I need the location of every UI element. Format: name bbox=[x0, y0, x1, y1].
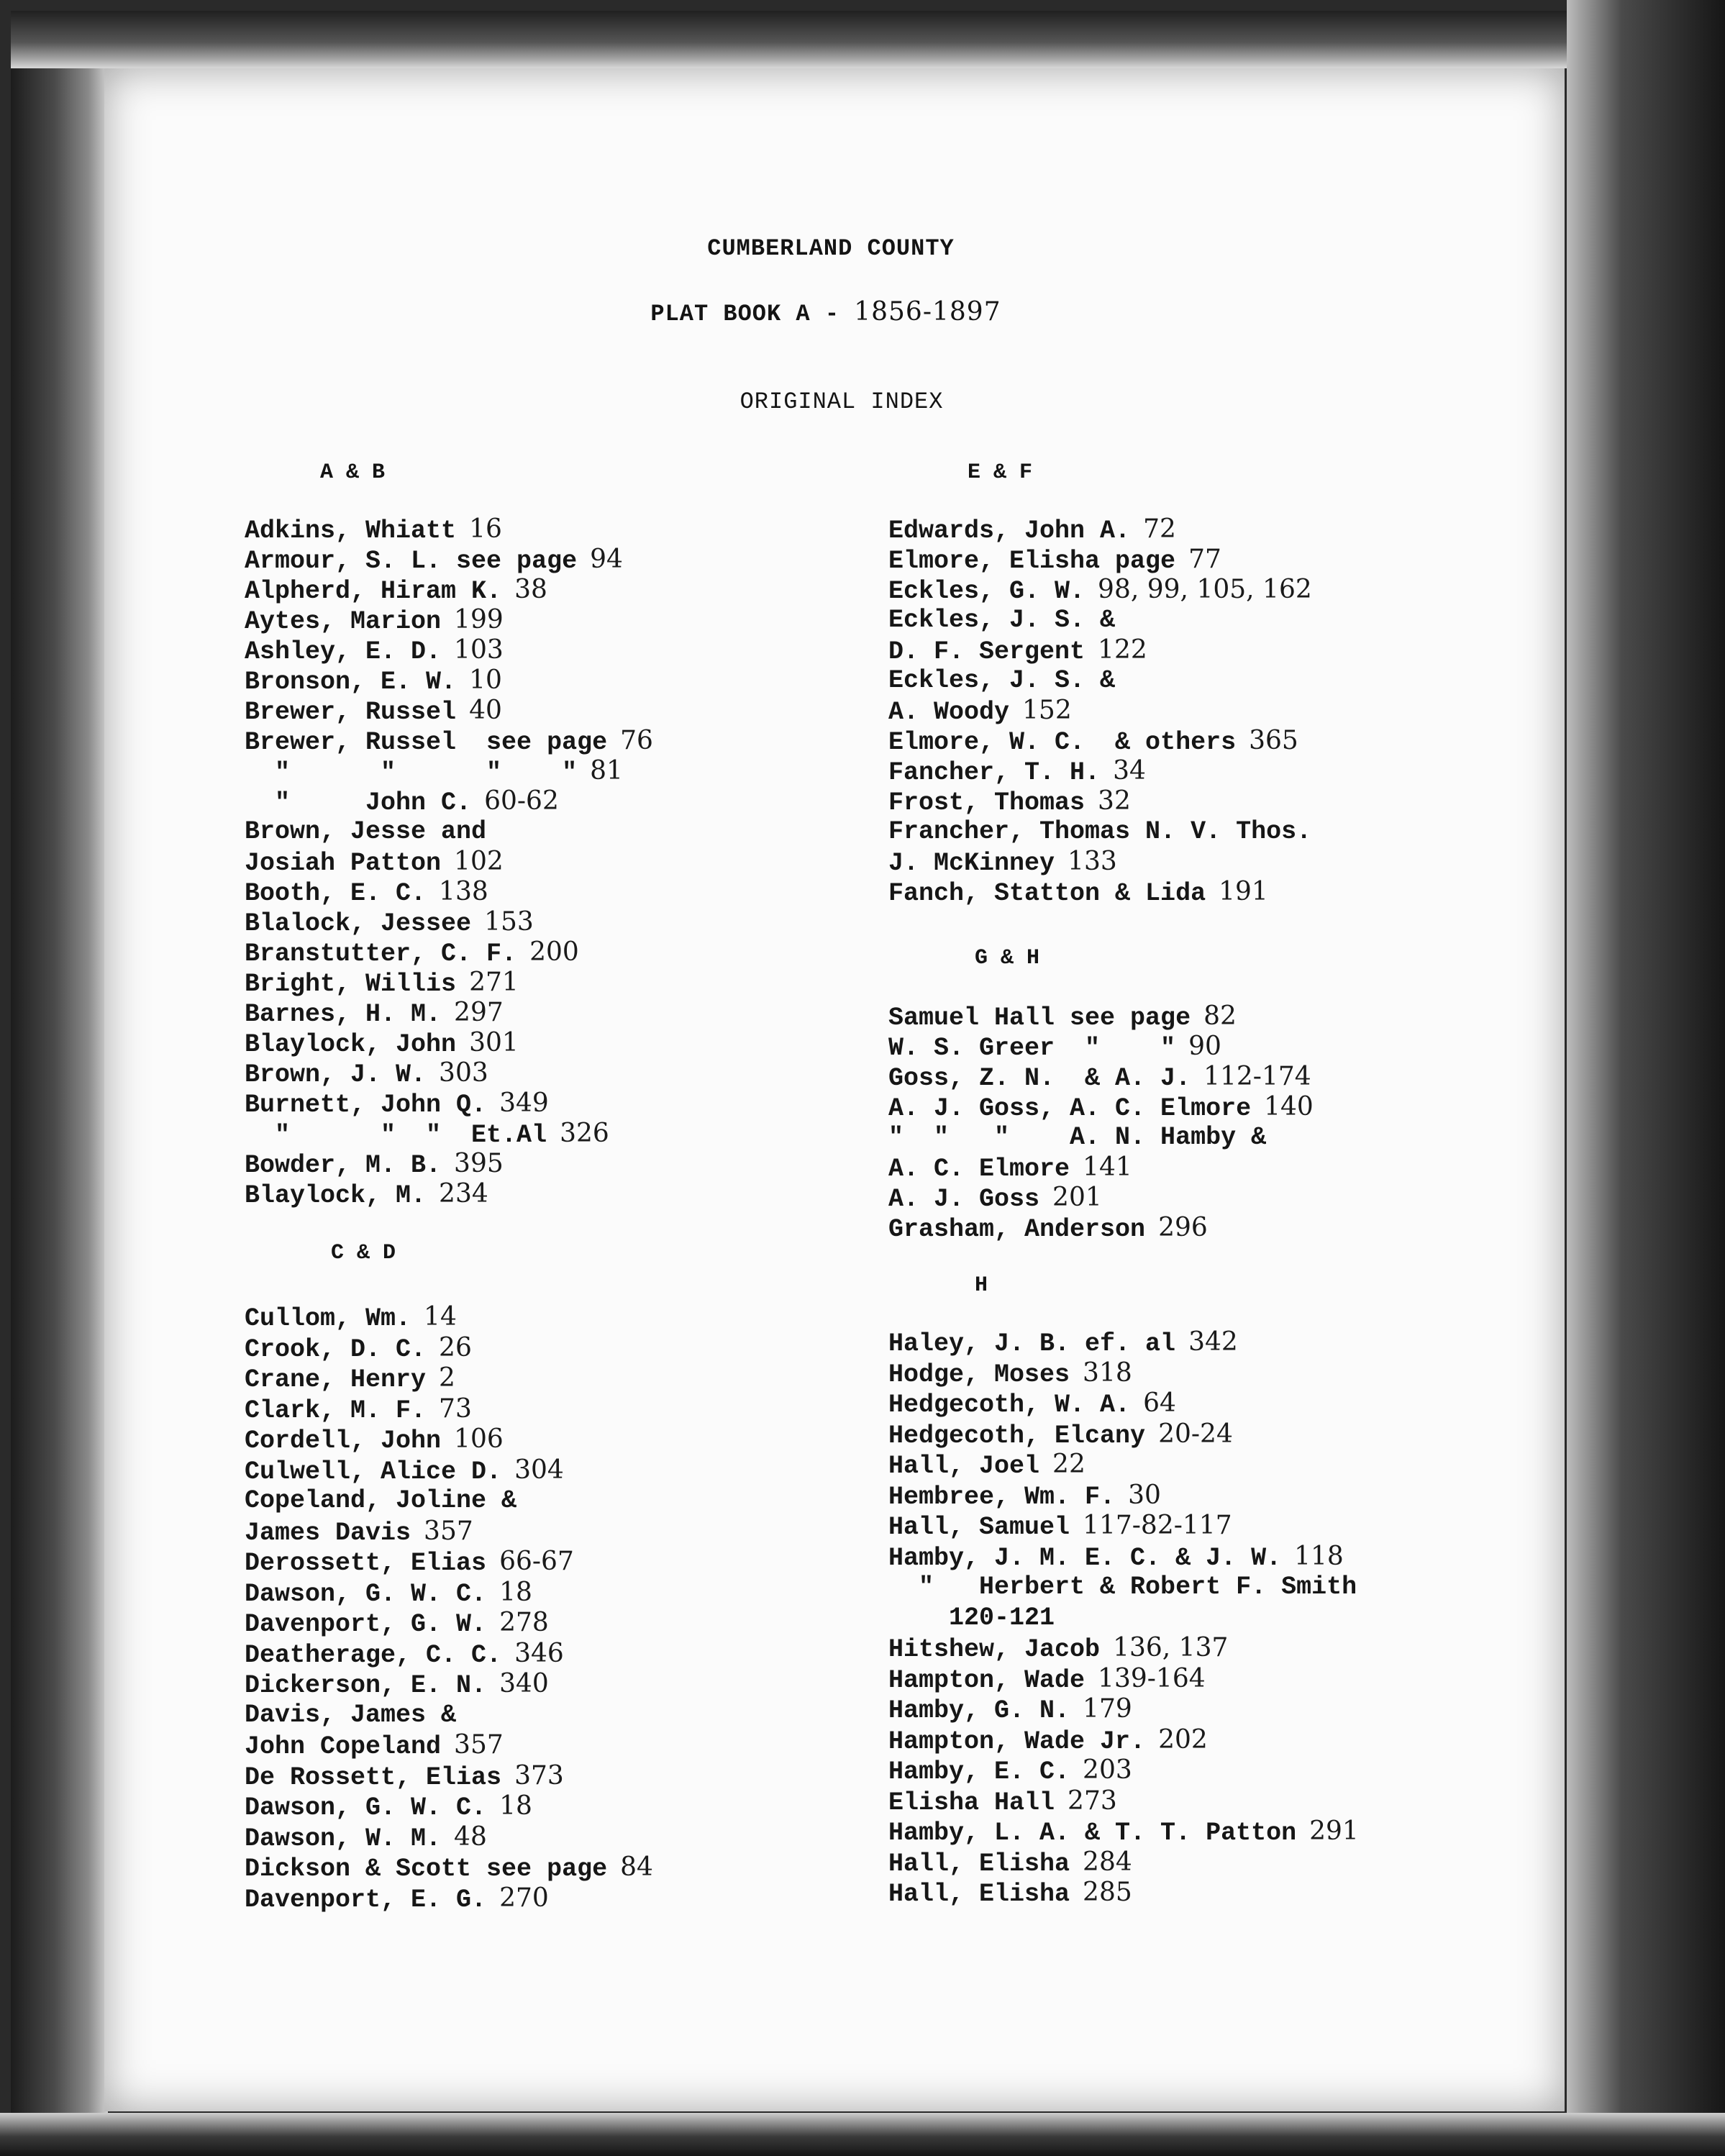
entry-name: Fanch, Statton & Lida bbox=[888, 879, 1206, 908]
index-entry bbox=[245, 1761, 564, 1793]
index-entry bbox=[245, 1363, 455, 1395]
entry-name: Hodge, Moses bbox=[888, 1360, 1070, 1389]
entry-page-number: 342 bbox=[1188, 1327, 1238, 1357]
entry-page-number: 76 bbox=[620, 726, 653, 755]
entry-page-number: 200 bbox=[529, 937, 579, 967]
entry-page-number: 271 bbox=[469, 968, 519, 997]
entry-page-number: 34 bbox=[1113, 756, 1146, 786]
entry-name: John Copeland bbox=[245, 1732, 442, 1761]
entry-page-number: 340 bbox=[499, 1669, 549, 1698]
entry-name: Booth, E. C. bbox=[245, 879, 427, 908]
section-heading-ef: E & F bbox=[968, 460, 1033, 485]
entry-name: Frost, Thomas bbox=[888, 788, 1085, 817]
entry-page-number: 296 bbox=[1158, 1213, 1208, 1242]
entry-name: Brewer, Russel see page bbox=[245, 728, 608, 757]
index-entry bbox=[888, 1511, 1232, 1542]
entry-page-number: 326 bbox=[560, 1119, 609, 1148]
entry-page-number: 291 bbox=[1309, 1816, 1359, 1846]
index-entry bbox=[888, 696, 1072, 727]
index-entry bbox=[245, 968, 519, 999]
entry-name: Brewer, Russel bbox=[245, 698, 457, 727]
index-entry bbox=[245, 1302, 457, 1334]
index-entry bbox=[245, 1455, 564, 1487]
entry-page-number: 201 bbox=[1052, 1183, 1102, 1212]
entry-name: Deatherage, C. C. bbox=[245, 1640, 502, 1670]
entry-page-number: 64 bbox=[1143, 1388, 1176, 1418]
index-entry bbox=[888, 1092, 1314, 1124]
entry-name: Barnes, H. M. bbox=[245, 1000, 442, 1029]
index-entry bbox=[888, 1122, 1266, 1152]
entry-page-number: 203 bbox=[1083, 1755, 1132, 1785]
index-entry bbox=[245, 1486, 516, 1516]
entry-page-number: 202 bbox=[1158, 1724, 1208, 1755]
index-entry bbox=[245, 665, 502, 697]
entry-name: Josiah Patton bbox=[245, 849, 442, 878]
entry-page-number: 16 bbox=[469, 514, 502, 544]
entry-page-number: 270 bbox=[499, 1883, 549, 1913]
index-entry bbox=[245, 1149, 504, 1181]
entry-page-number: 73 bbox=[439, 1393, 472, 1424]
entry-name: Hall, Elisha bbox=[888, 1880, 1070, 1909]
entry-page-number: 318 bbox=[1083, 1357, 1132, 1388]
entry-name: Brown, J. W. bbox=[245, 1060, 427, 1089]
page-title: CUMBERLAND COUNTY bbox=[707, 235, 955, 262]
entry-name: Eckles, J. S. & bbox=[888, 606, 1116, 634]
entry-page-number: 10 bbox=[469, 665, 502, 695]
entry-name: Crane, Henry bbox=[245, 1365, 427, 1394]
entry-name: Goss, Z. N. & A. J. bbox=[888, 1064, 1191, 1093]
entry-name: A. J. Goss, A. C. Elmore bbox=[888, 1094, 1252, 1123]
index-entry bbox=[888, 1152, 1132, 1184]
entry-name: Hampton, Wade bbox=[888, 1665, 1085, 1695]
entry-name: Hedgecoth, Elcany bbox=[888, 1421, 1146, 1450]
index-entry bbox=[888, 1664, 1206, 1696]
entry-page-number: 303 bbox=[439, 1058, 488, 1088]
entry-name: Dawson, G. W. C. bbox=[245, 1579, 487, 1609]
scan-border-bottom bbox=[0, 2113, 1725, 2156]
entry-name: A. C. Elmore bbox=[888, 1155, 1070, 1183]
subtitle-years: 1856-1897 bbox=[854, 297, 1001, 327]
entry-name: Burnett, John Q. bbox=[245, 1091, 487, 1119]
entry-name: Haley, J. B. ef. al bbox=[888, 1329, 1176, 1358]
entry-page-number: 40 bbox=[469, 696, 502, 725]
entry-name: Davenport, G. W. bbox=[245, 1610, 487, 1639]
index-entry bbox=[888, 817, 1311, 847]
entry-name: Dickson & Scott see page bbox=[245, 1855, 608, 1883]
entry-name: Hedgecoth, W. A. bbox=[888, 1391, 1131, 1419]
entry-name: Bronson, E. W. bbox=[245, 668, 457, 696]
entry-name: Bright, Willis bbox=[245, 970, 457, 999]
entry-name: W. S. Greer " " bbox=[888, 1034, 1176, 1063]
index-entry bbox=[245, 1852, 653, 1884]
index-entry bbox=[888, 1183, 1102, 1214]
scan-border-top bbox=[11, 11, 1705, 68]
entry-name: Hamby, L. A. & T. T. Patton bbox=[888, 1819, 1297, 1847]
entry-name: Francher, Thomas N. V. Thos. bbox=[888, 817, 1312, 846]
entry-page-number: 90 bbox=[1188, 1032, 1221, 1061]
index-entry bbox=[888, 756, 1146, 788]
index-entry bbox=[245, 1578, 532, 1609]
entry-name: Edwards, John A. bbox=[888, 517, 1131, 545]
entry-name: 120-121 bbox=[888, 1603, 1055, 1632]
entry-name: Hamby, J. M. E. C. & J. W. bbox=[888, 1543, 1282, 1573]
entry-page-number: 98, 99, 105, 162 bbox=[1098, 575, 1312, 604]
index-entry bbox=[245, 1822, 487, 1854]
entry-name: Armour, S. L. see page bbox=[245, 547, 578, 576]
entry-name: A. Woody bbox=[888, 698, 1010, 727]
entry-page-number: 82 bbox=[1203, 1001, 1237, 1031]
index-entry bbox=[245, 696, 502, 727]
index-entry bbox=[245, 545, 623, 576]
index-entry bbox=[245, 605, 504, 637]
index-entry bbox=[245, 1547, 574, 1578]
entry-page-number: 118 bbox=[1294, 1541, 1344, 1571]
index-entry bbox=[888, 1358, 1132, 1390]
entry-name: " " " Et.Al bbox=[245, 1121, 547, 1150]
entry-page-number: 297 bbox=[454, 998, 504, 1027]
entry-name: Branstutter, C. F. bbox=[245, 940, 517, 968]
entry-page-number: 152 bbox=[1022, 696, 1072, 725]
entry-name: Davis, James & bbox=[245, 1700, 457, 1729]
entry-name: Hall, Joel bbox=[888, 1452, 1040, 1480]
index-entry bbox=[888, 1001, 1237, 1033]
subtitle-prefix: PLAT BOOK A - bbox=[650, 301, 855, 327]
entry-name: Bowder, M. B. bbox=[245, 1151, 442, 1180]
entry-name: Elmore, Elisha page bbox=[888, 547, 1176, 576]
index-entry bbox=[888, 1572, 1357, 1602]
entry-name: Culwell, Alice D. bbox=[245, 1457, 502, 1486]
entry-page-number: 103 bbox=[454, 635, 504, 665]
entry-page-number: 106 bbox=[454, 1424, 504, 1454]
entry-page-number: 32 bbox=[1098, 786, 1131, 816]
index-entry bbox=[888, 1694, 1132, 1726]
entry-name: Cullom, Wm. bbox=[245, 1304, 411, 1333]
index-entry bbox=[888, 1603, 1055, 1633]
entry-name: Hall, Samuel bbox=[888, 1513, 1070, 1542]
entry-page-number: 153 bbox=[484, 907, 534, 937]
index-entry bbox=[888, 545, 1221, 576]
entry-name: Clark, M. F. bbox=[245, 1396, 427, 1425]
entry-name: Hamby, G. N. bbox=[888, 1696, 1070, 1725]
index-entry bbox=[888, 726, 1298, 758]
entry-page-number: 133 bbox=[1068, 847, 1117, 876]
entry-name: Grasham, Anderson bbox=[888, 1215, 1146, 1244]
entry-page-number: 112-174 bbox=[1203, 1062, 1311, 1091]
index-entry bbox=[245, 575, 547, 606]
entry-name: " " " " bbox=[245, 758, 578, 787]
index-entry bbox=[888, 1786, 1117, 1818]
entry-name: Hembree, Wm. F. bbox=[888, 1482, 1116, 1511]
index-entry bbox=[245, 1608, 549, 1639]
entry-page-number: 140 bbox=[1264, 1092, 1314, 1122]
index-entry bbox=[888, 1725, 1208, 1757]
entry-name: Dickerson, E. N. bbox=[245, 1671, 487, 1700]
entry-page-number: 138 bbox=[439, 877, 488, 906]
index-entry bbox=[245, 1088, 549, 1120]
index-entry bbox=[245, 1639, 564, 1670]
entry-name: Derossett, Elias bbox=[245, 1549, 487, 1578]
entry-name: Crook, D. C. bbox=[245, 1334, 427, 1364]
entry-name: Hitshew, Jacob bbox=[888, 1635, 1101, 1664]
entry-name: Ashley, E. D. bbox=[245, 637, 442, 666]
entry-page-number: 301 bbox=[469, 1028, 519, 1057]
entry-page-number: 26 bbox=[439, 1332, 472, 1363]
entry-page-number: 141 bbox=[1083, 1152, 1132, 1182]
entry-name: Hampton, Wade Jr. bbox=[888, 1727, 1146, 1756]
entry-page-number: 38 bbox=[514, 575, 547, 604]
index-entry bbox=[245, 1394, 472, 1426]
entry-name: Alpherd, Hiram K. bbox=[245, 577, 502, 606]
index-entry bbox=[888, 1633, 1228, 1665]
index-entry bbox=[245, 907, 534, 939]
entry-name: Blalock, Jessee bbox=[245, 909, 472, 938]
entry-page-number: 72 bbox=[1143, 514, 1176, 544]
section-heading-gh: G & H bbox=[975, 946, 1040, 970]
index-entry bbox=[245, 877, 488, 909]
index-entry bbox=[245, 1883, 549, 1915]
entry-page-number: 284 bbox=[1083, 1847, 1132, 1877]
page-subtitle bbox=[96, 297, 1556, 327]
index-entry bbox=[888, 1419, 1233, 1451]
entry-name: J. McKinney bbox=[888, 849, 1055, 878]
entry-page-number: 102 bbox=[454, 847, 504, 876]
entry-name: Copeland, Joline & bbox=[245, 1486, 517, 1515]
entry-name: Blaylock, John bbox=[245, 1030, 457, 1059]
index-entry bbox=[245, 726, 653, 758]
entry-page-number: 179 bbox=[1083, 1694, 1132, 1724]
index-entry bbox=[245, 847, 504, 878]
entry-page-number: 278 bbox=[499, 1608, 549, 1637]
entry-page-number: 365 bbox=[1249, 726, 1298, 755]
entry-name: Samuel Hall see page bbox=[888, 1004, 1191, 1032]
index-entry bbox=[245, 514, 502, 546]
section-heading-cd: C & D bbox=[331, 1241, 396, 1265]
entry-page-number: 77 bbox=[1188, 545, 1221, 574]
index-entry bbox=[888, 1878, 1132, 1909]
entry-page-number: 304 bbox=[514, 1455, 564, 1485]
entry-page-number: 18 bbox=[499, 1791, 532, 1821]
entry-page-number: 30 bbox=[1128, 1480, 1161, 1510]
entry-name: Adkins, Whiatt bbox=[245, 517, 457, 545]
entry-page-number: 94 bbox=[590, 545, 623, 574]
index-entry bbox=[245, 1028, 519, 1060]
index-entry bbox=[245, 756, 623, 788]
entry-name: Cordell, John bbox=[245, 1427, 442, 1455]
index-entry bbox=[888, 1450, 1085, 1481]
index-entry bbox=[245, 1179, 488, 1211]
index-entry bbox=[888, 1213, 1208, 1245]
entry-page-number: 18 bbox=[499, 1577, 532, 1607]
entry-name: Blaylock, M. bbox=[245, 1181, 427, 1210]
index-entry bbox=[888, 514, 1176, 546]
index-entry bbox=[888, 1327, 1238, 1359]
entry-name: Elmore, W. C. & others bbox=[888, 728, 1237, 757]
entry-page-number: 2 bbox=[439, 1363, 455, 1393]
section-heading-ab: A & B bbox=[320, 460, 386, 485]
index-entry bbox=[888, 635, 1147, 667]
entry-page-number: 199 bbox=[454, 605, 504, 634]
entry-page-number: 20-24 bbox=[1158, 1419, 1233, 1449]
index-entry bbox=[888, 1032, 1221, 1063]
entry-name: Eckles, J. S. & bbox=[888, 666, 1116, 695]
section-heading-h: H bbox=[975, 1273, 988, 1298]
entry-name: Aytes, Marion bbox=[245, 607, 442, 636]
index-entry bbox=[888, 605, 1115, 635]
entry-name: " Herbert & Robert F. Smith bbox=[888, 1573, 1357, 1601]
entry-page-number: 346 bbox=[514, 1638, 564, 1668]
entry-page-number: 349 bbox=[499, 1088, 549, 1118]
entry-name: De Rossett, Elias bbox=[245, 1762, 502, 1792]
index-entry bbox=[888, 1755, 1132, 1787]
index-entry bbox=[245, 937, 579, 969]
entry-page-number: 22 bbox=[1052, 1450, 1085, 1479]
entry-page-number: 122 bbox=[1098, 635, 1147, 665]
index-entry bbox=[245, 1058, 488, 1090]
entry-page-number: 373 bbox=[514, 1760, 564, 1791]
entry-name: James Davis bbox=[245, 1518, 411, 1547]
index-entry bbox=[245, 1119, 609, 1150]
index-entry bbox=[888, 1388, 1176, 1420]
entry-name: Fancher, T. H. bbox=[888, 758, 1101, 787]
index-entry bbox=[888, 665, 1115, 696]
entry-name: D. F. Sergent bbox=[888, 637, 1085, 666]
entry-name: Dawson, W. M. bbox=[245, 1824, 442, 1853]
entry-name: Brown, Jesse and bbox=[245, 817, 487, 846]
index-entry bbox=[888, 575, 1312, 606]
entry-page-number: 48 bbox=[454, 1821, 487, 1852]
entry-page-number: 273 bbox=[1068, 1786, 1117, 1816]
entry-page-number: 81 bbox=[590, 756, 623, 786]
entry-page-number: 66-67 bbox=[499, 1547, 574, 1576]
entry-page-number: 60-62 bbox=[484, 786, 559, 816]
entry-name: " " " A. N. Hamby & bbox=[888, 1123, 1267, 1152]
index-entry bbox=[245, 998, 504, 1029]
entry-page-number: 285 bbox=[1083, 1878, 1132, 1907]
entry-name: " John C. bbox=[245, 788, 472, 817]
index-entry bbox=[245, 1516, 473, 1548]
index-entry bbox=[888, 1847, 1132, 1879]
entry-name: Hall, Elisha bbox=[888, 1849, 1070, 1878]
entry-page-number: 139-164 bbox=[1098, 1663, 1206, 1693]
entry-page-number: 395 bbox=[454, 1149, 504, 1178]
index-entry bbox=[888, 786, 1131, 818]
index-entry bbox=[888, 877, 1268, 909]
entry-page-number: 234 bbox=[439, 1179, 488, 1209]
index-entry bbox=[245, 1333, 472, 1365]
scan-border-left bbox=[11, 11, 108, 2147]
entry-name: Elisha Hall bbox=[888, 1788, 1055, 1817]
index-entry bbox=[888, 1062, 1311, 1093]
entry-name: Eckles, G. W. bbox=[888, 577, 1085, 606]
entry-page-number: 357 bbox=[424, 1516, 473, 1546]
entry-page-number: 357 bbox=[454, 1730, 504, 1760]
entry-page-number: 117-82-117 bbox=[1083, 1511, 1232, 1540]
entry-name: Dawson, G. W. C. bbox=[245, 1793, 487, 1822]
index-entry bbox=[245, 1791, 532, 1823]
index-entry bbox=[888, 1816, 1359, 1848]
index-entry bbox=[888, 847, 1117, 878]
entry-page-number: 14 bbox=[424, 1302, 457, 1332]
index-entry bbox=[245, 635, 504, 667]
index-entry bbox=[245, 1700, 456, 1730]
scan-border-right bbox=[1567, 0, 1725, 2156]
index-entry bbox=[245, 817, 486, 847]
index-entry bbox=[888, 1542, 1344, 1573]
index-entry bbox=[245, 786, 559, 818]
entry-page-number: 84 bbox=[620, 1852, 653, 1882]
entry-page-number: 191 bbox=[1219, 877, 1268, 906]
entry-name: Hamby, E. C. bbox=[888, 1757, 1070, 1786]
index-entry bbox=[245, 1730, 504, 1762]
index-entry bbox=[245, 1424, 504, 1456]
index-heading: ORIGINAL INDEX bbox=[739, 388, 944, 415]
index-entry bbox=[888, 1480, 1161, 1512]
entry-name: A. J. Goss bbox=[888, 1185, 1040, 1214]
entry-name: Davenport, E. G. bbox=[245, 1885, 487, 1914]
document-page bbox=[104, 68, 1565, 2111]
index-entry bbox=[245, 1669, 549, 1701]
entry-page-number: 136, 137 bbox=[1113, 1633, 1229, 1663]
